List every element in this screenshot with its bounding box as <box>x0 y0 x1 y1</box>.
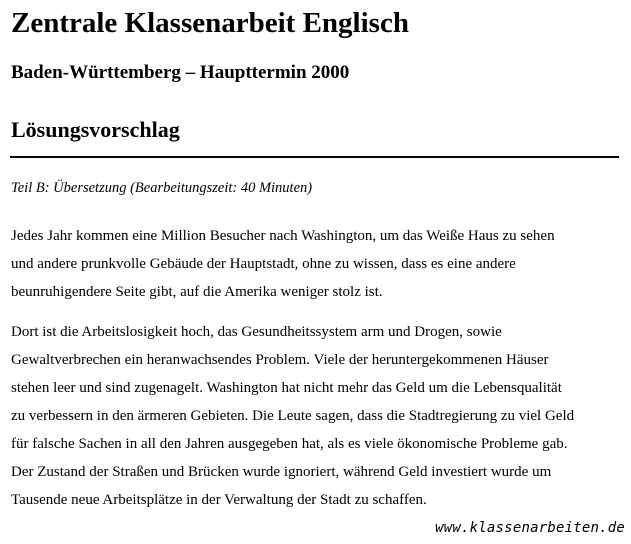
horizontal-divider <box>10 156 619 158</box>
paragraph-line: beunruhigendere Seite gibt, auf die Amerika weniger stolz ist. <box>11 284 383 300</box>
paragraph-line: Tausende neue Arbeitsplätze in der Verwaltung der Stadt zu schaffen. <box>11 492 427 508</box>
paragraph-line: zu verbessern in den ärmeren Gebieten. Die Leute sagen, dass die Stadtregierung zu viel Geld <box>11 408 575 424</box>
paragraph-line: Gewaltverbrechen ein heranwachsendes Problem. Viele der heruntergekommenen Häuser <box>11 352 549 368</box>
paragraph-line: stehen leer und sind zugenagelt. Washington hat nicht mehr das Geld um die Lebensqualität <box>11 380 562 396</box>
paragraph-1 <box>11 222 555 306</box>
paragraph-2 <box>11 318 574 514</box>
document-subtitle: Baden-Württemberg – Haupttermin 2000 <box>11 62 350 83</box>
paragraph-line: Dort ist die Arbeitslosigkeit hoch, das Gesundheitssystem arm und Drogen, sowie <box>11 324 502 340</box>
document-title: Zentrale Klassenarbeit Englisch <box>11 7 409 39</box>
paragraph-line: und andere prunkvolle Gebäude der Hauptstadt, ohne zu wissen, dass es eine andere <box>11 256 516 272</box>
section-heading: Lösungsvorschlag <box>11 117 180 142</box>
site-watermark: www.klassenarbeiten.de <box>435 520 625 536</box>
paragraph-line: für falsche Sachen in all den Jahren ausgegeben hat, als es viele ökonomische Probleme gab. <box>11 436 568 452</box>
part-label: Teil B: Übersetzung (Bearbeitungszeit: 40 Minuten) <box>11 180 313 196</box>
paragraph-line: Der Zustand der Straßen und Brücken wurde ignoriert, während Geld investiert wurde um <box>11 464 552 480</box>
paragraph-line: Jedes Jahr kommen eine Million Besucher nach Washington, um das Weiße Haus zu sehen <box>11 228 555 244</box>
